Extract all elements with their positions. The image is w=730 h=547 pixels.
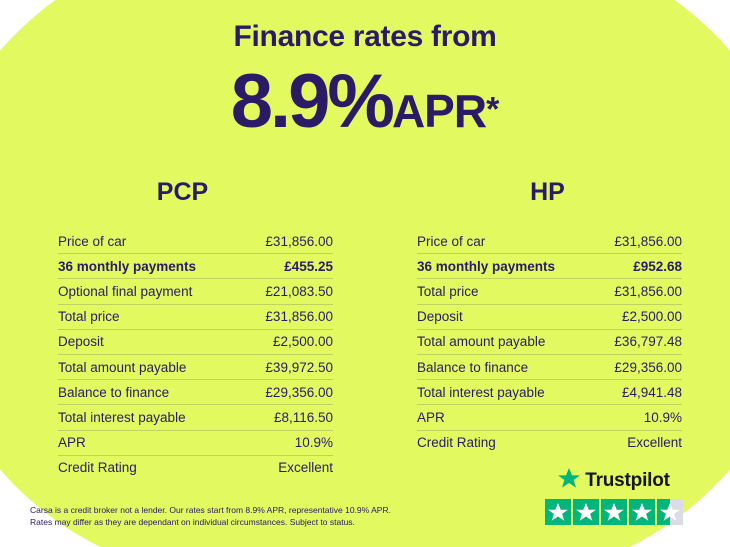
row-value: Excellent — [278, 460, 333, 476]
table-row — [417, 279, 682, 304]
rate-unit: APR — [391, 85, 487, 137]
row-label: Deposit — [58, 334, 104, 350]
disclaimer-line-1: Carsa is a credit broker not a lender. Our rates start from 8.9% APR, representative 10.9% APR. — [30, 504, 391, 515]
rating-star-icon — [545, 499, 571, 525]
table-row — [417, 330, 682, 355]
row-label: Total amount payable — [417, 334, 546, 350]
row-value: 10.9% — [643, 409, 682, 425]
row-value: £31,856.00 — [614, 283, 682, 299]
row-value: £31,856.00 — [265, 233, 333, 249]
row-value: £29,356.00 — [614, 359, 682, 375]
rating-star-icon — [629, 499, 655, 525]
row-label: APR — [417, 409, 445, 425]
row-label: APR — [58, 435, 86, 451]
row-label: Total price — [58, 309, 120, 325]
table-row — [58, 305, 333, 330]
page-title: Finance rates from — [233, 20, 497, 53]
finance-tables — [0, 178, 730, 480]
table-row — [417, 305, 682, 330]
hp-column — [365, 178, 730, 480]
table-row — [58, 456, 333, 480]
row-label: Balance to finance — [58, 384, 170, 400]
row-value: £31,856.00 — [265, 309, 333, 325]
table-row — [417, 431, 682, 455]
row-label: Deposit — [417, 309, 463, 325]
row-value: £39,972.50 — [265, 359, 333, 375]
row-value: £455.25 — [284, 258, 333, 274]
row-value: 10.9% — [294, 435, 333, 451]
pcp-title: PCP — [156, 178, 209, 206]
row-label: Optional final payment — [58, 283, 193, 299]
row-value: £36,797.48 — [614, 334, 682, 350]
trustpilot-star-icon — [558, 468, 580, 494]
trustpilot-logo — [526, 468, 702, 494]
row-label: Price of car — [417, 233, 486, 249]
row-value: £29,356.00 — [265, 384, 333, 400]
pcp-table — [58, 229, 333, 480]
row-label: Balance to finance — [417, 359, 529, 375]
rate-value: 8.9% — [230, 59, 392, 144]
table-row — [58, 254, 333, 279]
row-label: 36 monthly payments — [58, 258, 197, 274]
table-row — [58, 229, 333, 254]
row-value: Excellent — [627, 435, 682, 451]
row-value: £952.68 — [633, 258, 682, 274]
row-label: Price of car — [58, 233, 127, 249]
table-row — [417, 254, 682, 279]
row-label: Credit Rating — [417, 435, 496, 451]
rating-star-icon — [601, 499, 627, 525]
row-value: £21,083.50 — [265, 283, 333, 299]
table-row — [417, 355, 682, 380]
disclaimer — [30, 504, 500, 530]
pcp-column — [0, 178, 365, 480]
row-label: Total price — [417, 283, 479, 299]
trustpilot-rating — [526, 468, 702, 525]
row-value: £8,116.50 — [273, 409, 333, 425]
row-label: Total interest payable — [417, 384, 545, 400]
table-row — [58, 380, 333, 405]
table-row — [58, 405, 333, 430]
table-row — [417, 405, 682, 430]
table-row — [58, 330, 333, 355]
disclaimer-line-2: Rates may differ as they are dependant on individual circumstances. Subject to status. — [30, 517, 355, 528]
rate-display — [0, 58, 730, 145]
row-label: Credit Rating — [58, 460, 137, 476]
hp-table — [417, 229, 682, 455]
rating-star-icon — [573, 499, 599, 525]
table-row — [417, 229, 682, 254]
row-value: £2,500.00 — [621, 309, 682, 325]
row-value: £4,941.48 — [621, 384, 682, 400]
rate-asterisk: * — [486, 90, 500, 129]
table-row — [58, 431, 333, 456]
row-label: Total interest payable — [58, 409, 186, 425]
trustpilot-name: Trustpilot — [585, 470, 670, 491]
row-label: Total amount payable — [58, 359, 187, 375]
row-label: 36 monthly payments — [417, 258, 556, 274]
table-row — [417, 380, 682, 405]
hp-title: HP — [530, 178, 565, 206]
row-value: £31,856.00 — [614, 233, 682, 249]
table-row — [58, 279, 333, 304]
rating-star-half-icon — [657, 499, 683, 525]
row-value: £2,500.00 — [272, 334, 333, 350]
table-row — [58, 355, 333, 380]
trustpilot-stars — [526, 499, 702, 525]
